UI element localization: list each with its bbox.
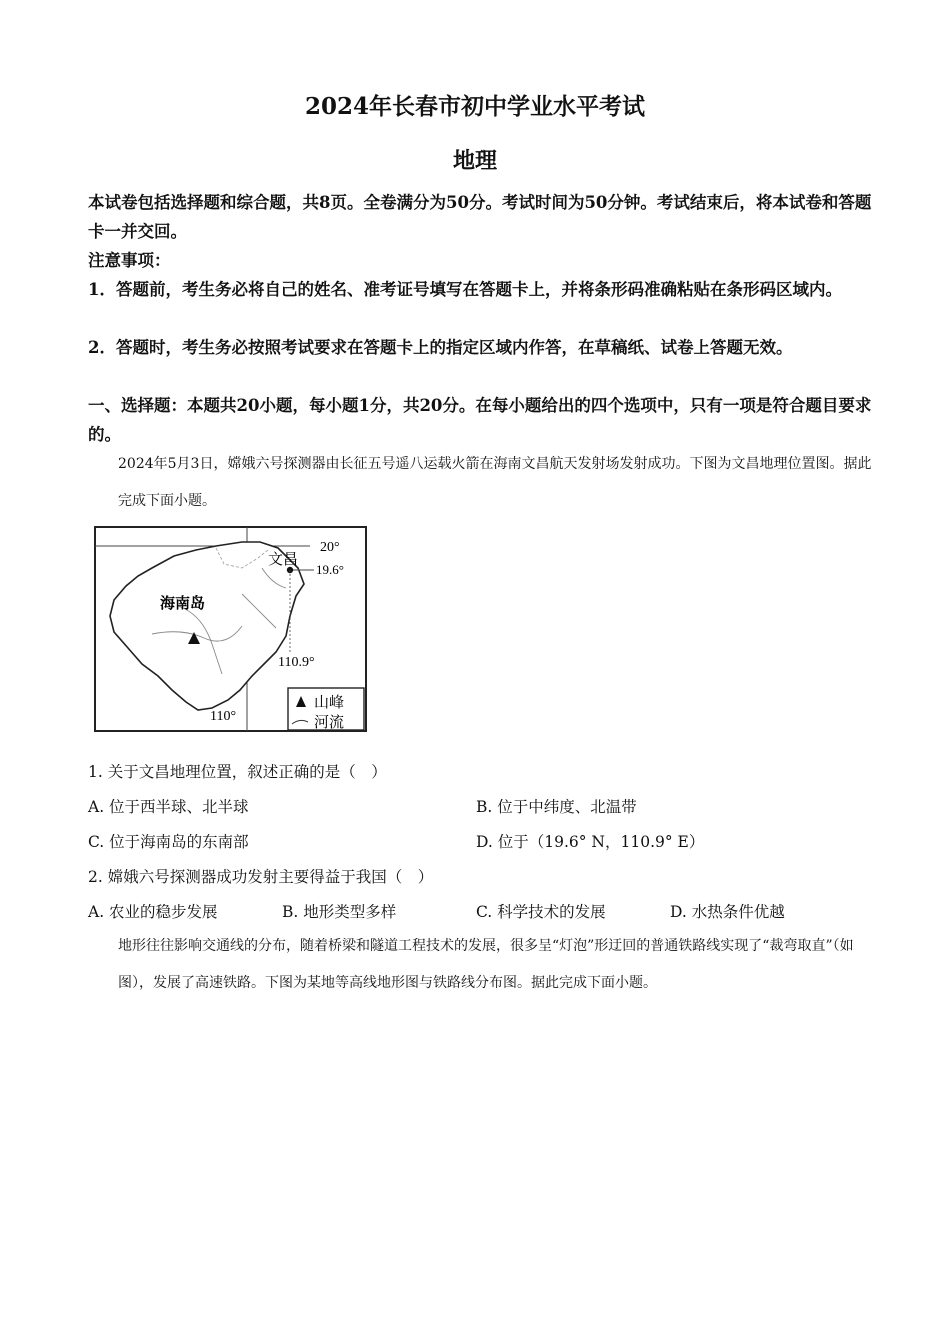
legend-peak-label: 山峰 (314, 694, 345, 711)
intro-paragraph: 本试卷包括选择题和综合题，共8页。全卷满分为50分。考试时间为50分钟。考试结束后，将本试卷和答题卡一并交回。 (88, 193, 872, 241)
passage-1 (88, 446, 878, 520)
notice-heading: 注意事项： (88, 251, 171, 270)
longitude-110-label: 110° (210, 709, 237, 724)
section-one-heading: 一、选择题：本题共20小题，每小题1分，共20分。在每小题给出的四个选项中，只有一项是符合题目要求的。 (88, 396, 872, 444)
passage-2 (88, 928, 878, 1002)
latitude-20-label: 20° (320, 540, 340, 555)
question-1-option-b[interactable]: B. 位于中纬度、北温带 (476, 798, 637, 816)
passage-2-text: 地形往往影响交通线的分布，随着桥梁和隧道工程技术的发展，很多呈“灯泡”形迂回的普通铁路线实现了“裁弯取直”（如图），发展了高速铁路。下图为某地等高线地形图与铁路线分布图。据此完成下面小题。 (118, 938, 854, 991)
question-2-stem: 2. 嫦娥六号探测器成功发射主要得益于我国（ ） (88, 868, 434, 886)
notice-item-1: 1．答题前，考生务必将自己的姓名、准考证号填写在答题卡上，并将条形码准确粘贴在条形码区域内。 (88, 280, 842, 299)
subject-title: 地理 (452, 148, 497, 174)
question-2-option-c[interactable]: C. 科学技术的发展 (476, 903, 606, 921)
question-1-option-c[interactable]: C. 位于海南岛的东南部 (88, 833, 249, 851)
question-1-option-a[interactable]: A. 位于西半球、北半球 (88, 798, 249, 816)
notice-item-2: 2．答题时，考生务必按照考试要求在答题卡上的指定区域内作答，在草稿纸、试卷上答题无效。 (88, 338, 793, 357)
question-1-stem: 1. 关于文昌地理位置，叙述正确的是（ ） (88, 763, 387, 781)
longitude-110-9-label: 110.9° (278, 655, 315, 670)
question-1-option-d[interactable]: D. 位于（19.6° N，110.9° E） (476, 833, 705, 851)
hainan-island-label: 海南岛 (160, 595, 206, 612)
legend-river-label: 河流 (314, 714, 345, 731)
passage-1-text: 2024年5月3日，嫦娥六号探测器由长征五号遥八运载火箭在海南文昌航天发射场发射成功。下图为文昌地理位置图。据此完成下面小题。 (118, 456, 872, 509)
latitude-19-6-label: 19.6° (316, 562, 344, 577)
wenchang-label: 文昌 (268, 551, 299, 568)
question-2-option-b[interactable]: B. 地形类型多样 (282, 903, 397, 921)
question-2-option-a[interactable]: A. 农业的稳步发展 (88, 903, 218, 921)
question-2-option-d[interactable]: D. 水热条件优越 (670, 903, 785, 921)
exam-title: 2024年长春市初中学业水平考试 (304, 93, 645, 120)
wenchang-location-map (92, 524, 370, 734)
